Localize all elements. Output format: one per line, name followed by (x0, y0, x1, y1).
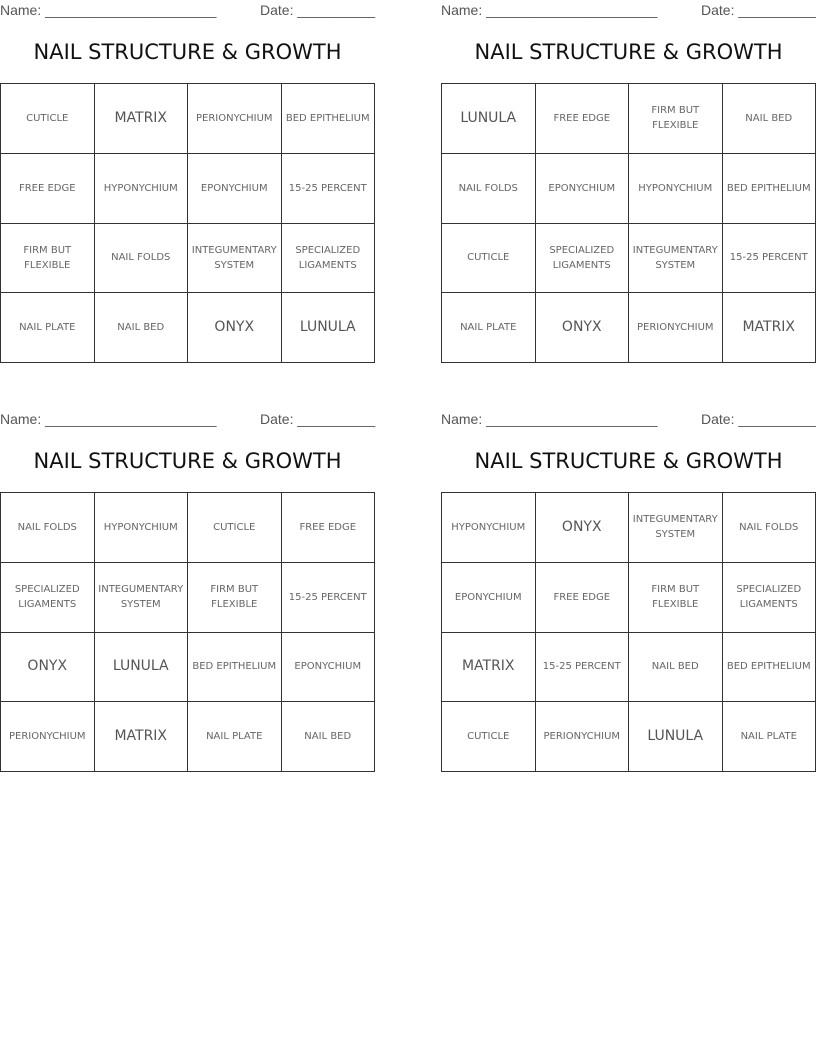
grid-cell: NAIL PLATE (1, 293, 95, 363)
card-title: NAIL STRUCTURE & GROWTH (474, 40, 783, 64)
grid-cell: ONYX (1, 633, 95, 703)
bingo-grid (441, 492, 816, 772)
grid-cell: PERIONYCHIUM (629, 293, 723, 363)
grid-cell: INTEGUMENTARY SYSTEM (188, 224, 282, 294)
grid-cell: BED EPITHELIUM (723, 633, 816, 703)
name-date-line (0, 411, 376, 429)
grid-cell: MATRIX (723, 293, 816, 363)
grid-cell: NAIL PLATE (442, 293, 536, 363)
grid-cell: NAIL FOLDS (1, 493, 95, 563)
grid-cell: EPONYCHIUM (442, 563, 536, 633)
grid-cell: NAIL BED (629, 633, 723, 703)
grid-cell: INTEGUMENTARY SYSTEM (629, 493, 723, 563)
bingo-grid (0, 492, 375, 772)
grid-cell: MATRIX (95, 702, 189, 772)
grid-cell: NAIL FOLDS (442, 154, 536, 224)
grid-cell: ONYX (188, 293, 282, 363)
grid-cell: BED EPITHELIUM (282, 84, 376, 154)
bingo-grid (441, 83, 816, 363)
grid-cell: ONYX (536, 293, 630, 363)
grid-cell: CUTICLE (188, 493, 282, 563)
date-field: Date: __________ (260, 2, 376, 18)
grid-cell: CUTICLE (442, 224, 536, 294)
date-field: Date: __________ (701, 2, 816, 18)
grid-cell: CUTICLE (1, 84, 95, 154)
grid-cell: 15-25 PERCENT (282, 154, 376, 224)
grid-cell: HYPONYCHIUM (95, 493, 189, 563)
grid-cell: LUNULA (95, 633, 189, 703)
grid-cell: NAIL FOLDS (723, 493, 816, 563)
grid-cell: ONYX (536, 493, 630, 563)
name-field: Name: ______________________ (0, 2, 217, 18)
grid-cell: NAIL PLATE (723, 702, 816, 772)
grid-cell: FIRM BUT FLEXIBLE (1, 224, 95, 294)
card-title: NAIL STRUCTURE & GROWTH (33, 40, 342, 64)
name-date-line (441, 2, 816, 20)
grid-cell: SPECIALIZED LIGAMENTS (1, 563, 95, 633)
name-date-line (0, 2, 376, 20)
bingo-card-3 (0, 409, 375, 774)
grid-cell: LUNULA (442, 84, 536, 154)
grid-cell: 15-25 PERCENT (536, 633, 630, 703)
grid-cell: LUNULA (282, 293, 376, 363)
grid-cell: 15-25 PERCENT (723, 224, 816, 294)
grid-cell: EPONYCHIUM (282, 633, 376, 703)
grid-cell: FIRM BUT FLEXIBLE (188, 563, 282, 633)
bingo-card-1 (0, 0, 375, 365)
bingo-card-2 (441, 0, 816, 365)
grid-cell: INTEGUMENTARY SYSTEM (629, 224, 723, 294)
grid-cell: NAIL FOLDS (95, 224, 189, 294)
date-field: Date: __________ (260, 411, 376, 427)
grid-cell: MATRIX (442, 633, 536, 703)
grid-cell: HYPONYCHIUM (442, 493, 536, 563)
grid-cell: NAIL BED (282, 702, 376, 772)
grid-cell: 15-25 PERCENT (282, 563, 376, 633)
grid-cell: CUTICLE (442, 702, 536, 772)
grid-cell: NAIL PLATE (188, 702, 282, 772)
grid-cell: PERIONYCHIUM (536, 702, 630, 772)
bingo-card-4 (441, 409, 816, 774)
grid-cell: EPONYCHIUM (188, 154, 282, 224)
grid-cell: PERIONYCHIUM (188, 84, 282, 154)
date-field: Date: __________ (701, 411, 816, 427)
grid-cell: FREE EDGE (536, 563, 630, 633)
grid-cell: FREE EDGE (1, 154, 95, 224)
grid-cell: BED EPITHELIUM (723, 154, 816, 224)
grid-cell: SPECIALIZED LIGAMENTS (282, 224, 376, 294)
grid-cell: SPECIALIZED LIGAMENTS (723, 563, 816, 633)
card-title: NAIL STRUCTURE & GROWTH (33, 449, 342, 473)
name-date-line (441, 411, 816, 429)
grid-cell: NAIL BED (723, 84, 816, 154)
name-field: Name: ______________________ (0, 411, 217, 427)
grid-cell: FREE EDGE (282, 493, 376, 563)
grid-cell: INTEGUMENTARY SYSTEM (95, 563, 189, 633)
grid-cell: FIRM BUT FLEXIBLE (629, 563, 723, 633)
grid-cell: HYPONYCHIUM (629, 154, 723, 224)
grid-cell: SPECIALIZED LIGAMENTS (536, 224, 630, 294)
grid-cell: PERIONYCHIUM (1, 702, 95, 772)
bingo-grid (0, 83, 375, 363)
name-field: Name: ______________________ (441, 2, 658, 18)
grid-cell: HYPONYCHIUM (95, 154, 189, 224)
grid-cell: NAIL BED (95, 293, 189, 363)
grid-cell: BED EPITHELIUM (188, 633, 282, 703)
grid-cell: MATRIX (95, 84, 189, 154)
grid-cell: FIRM BUT FLEXIBLE (629, 84, 723, 154)
card-title: NAIL STRUCTURE & GROWTH (474, 449, 783, 473)
grid-cell: FREE EDGE (536, 84, 630, 154)
name-field: Name: ______________________ (441, 411, 658, 427)
grid-cell: EPONYCHIUM (536, 154, 630, 224)
grid-cell: LUNULA (629, 702, 723, 772)
